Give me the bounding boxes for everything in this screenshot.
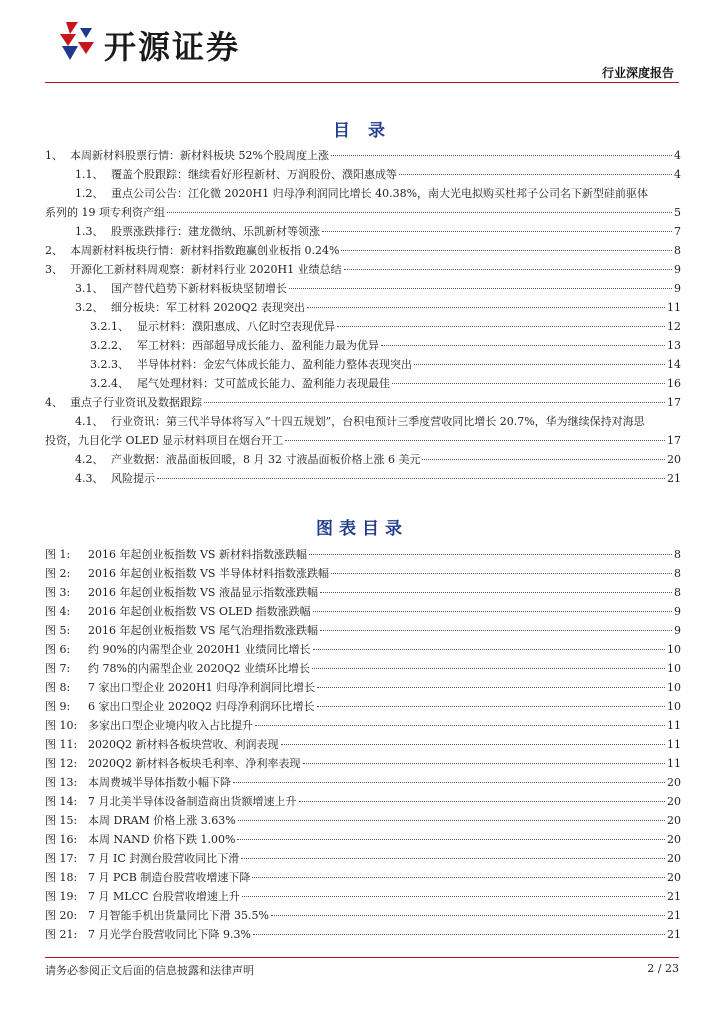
toc-entry[interactable] bbox=[45, 165, 681, 184]
toc-entry[interactable] bbox=[45, 336, 681, 355]
figure-entry[interactable] bbox=[45, 773, 681, 792]
toc-page-number: 21 bbox=[667, 472, 681, 485]
figure-page-number: 10 bbox=[667, 643, 681, 656]
dot-leader bbox=[313, 611, 672, 612]
toc-entry-text: 军工材料：西部超导成长能力、盈利能力最为优异 bbox=[137, 339, 379, 352]
footer-divider bbox=[45, 957, 679, 958]
toc-entry-text: 尾气处理材料：艾可蓝成长能力、盈利能力表现最佳 bbox=[137, 377, 390, 390]
toc-entry[interactable] bbox=[45, 412, 681, 431]
figure-page-number: 20 bbox=[667, 833, 681, 846]
figure-page-number: 20 bbox=[667, 871, 681, 884]
toc-entry-number: 4.2、 bbox=[75, 453, 104, 466]
toc-entry-text: 本周新材料板块行情：新材料指数跑赢创业板指 0.24% bbox=[70, 244, 340, 257]
dot-leader bbox=[344, 269, 672, 270]
figure-label: 图 12: bbox=[45, 757, 78, 770]
toc-entry[interactable] bbox=[45, 241, 681, 260]
toc-page-number: 7 bbox=[674, 225, 681, 238]
dot-leader bbox=[392, 383, 665, 384]
figure-caption: 本周 DRAM 价格上涨 3.63% bbox=[88, 814, 236, 827]
toc-entry[interactable] bbox=[45, 298, 681, 317]
toc-entry-number: 3.2、 bbox=[75, 301, 104, 314]
figure-caption: 7 月 PCB 制造台股营收增速下降 bbox=[88, 871, 251, 884]
figure-caption: 2020Q2 新材料各板块毛利率、净利率表现 bbox=[88, 757, 301, 770]
toc-entry-text: 重点子行业资讯及数据跟踪 bbox=[70, 396, 202, 409]
figure-page-number: 20 bbox=[667, 814, 681, 827]
dot-leader bbox=[422, 459, 665, 460]
toc-title: 目 录 bbox=[333, 121, 391, 141]
figure-caption: 约 78%的内需型企业 2020Q2 业绩环比增长 bbox=[88, 662, 310, 675]
figure-entry[interactable] bbox=[45, 659, 681, 678]
toc-page-number: 9 bbox=[674, 282, 681, 295]
toc-entry-number: 3.1、 bbox=[75, 282, 104, 295]
figure-entry[interactable] bbox=[45, 792, 681, 811]
figure-page-number: 21 bbox=[667, 928, 681, 941]
toc-page-number: 11 bbox=[667, 301, 681, 314]
figure-page-number: 21 bbox=[667, 890, 681, 903]
toc-entry-text-continued: 投资，九目化学 OLED 显示材料项目在烟台开工 bbox=[45, 434, 284, 447]
toc-page-number: 20 bbox=[667, 453, 681, 466]
figure-label: 图 16: bbox=[45, 833, 78, 846]
toc-entry[interactable] bbox=[45, 374, 681, 393]
dot-leader bbox=[399, 174, 672, 175]
dot-leader bbox=[253, 934, 665, 935]
page-header bbox=[0, 0, 724, 84]
figure-caption: 7 月北美半导体设备制造商出货额增速上升 bbox=[88, 795, 297, 808]
dot-leader bbox=[233, 782, 665, 783]
toc-entry-text: 股票涨跌排行：建龙微纳、乐凯新材等领涨 bbox=[111, 225, 320, 238]
figure-page-number: 10 bbox=[667, 700, 681, 713]
toc-page-number: 5 bbox=[674, 206, 681, 219]
figure-entry[interactable] bbox=[45, 925, 681, 944]
figure-page-number: 20 bbox=[667, 795, 681, 808]
figure-label: 图 15: bbox=[45, 814, 78, 827]
figure-label: 图 9: bbox=[45, 700, 71, 713]
figure-page-number: 21 bbox=[667, 909, 681, 922]
dot-leader bbox=[414, 364, 665, 365]
figure-entry[interactable] bbox=[45, 887, 681, 906]
figure-entry[interactable] bbox=[45, 621, 681, 640]
figure-caption: 约 90%的内需型企业 2020H1 业绩同比增长 bbox=[88, 643, 311, 656]
toc-page-number: 12 bbox=[667, 320, 681, 333]
dot-leader bbox=[337, 326, 665, 327]
dot-leader bbox=[299, 801, 666, 802]
toc-entry-number: 2、 bbox=[45, 244, 63, 257]
figures-toc-title: 图表目录 bbox=[316, 519, 408, 539]
dot-leader bbox=[322, 231, 672, 232]
page-number: 2 / 23 bbox=[647, 962, 679, 975]
toc-entry[interactable] bbox=[45, 279, 681, 298]
figure-caption: 7 月智能手机出货量同比下滑 35.5% bbox=[88, 909, 269, 922]
toc-entry-text: 行业资讯：第三代半导体将写入“十四五规划”，台积电预计三季度营收同比增长 20.7%，华为继续保持对海思 bbox=[111, 415, 645, 428]
toc-entry-continuation[interactable] bbox=[45, 431, 681, 450]
figure-label: 图 8: bbox=[45, 681, 71, 694]
toc-entry-continuation[interactable] bbox=[45, 203, 681, 222]
dot-leader bbox=[252, 877, 665, 878]
toc-entry-number: 4.3、 bbox=[75, 472, 104, 485]
dot-leader bbox=[312, 668, 665, 669]
figure-page-number: 10 bbox=[667, 681, 681, 694]
dot-leader bbox=[341, 250, 672, 251]
dot-leader bbox=[281, 744, 665, 745]
figure-page-number: 8 bbox=[674, 548, 681, 561]
toc-page-number: 4 bbox=[674, 149, 681, 162]
dot-leader bbox=[331, 155, 672, 156]
dot-leader bbox=[317, 687, 665, 688]
figure-label: 图 5: bbox=[45, 624, 71, 637]
figure-entry[interactable] bbox=[45, 697, 681, 716]
dot-leader bbox=[241, 858, 665, 859]
dot-leader bbox=[307, 307, 665, 308]
dot-leader bbox=[271, 915, 665, 916]
toc-entry-text: 风险提示 bbox=[111, 472, 155, 485]
toc-entry[interactable] bbox=[45, 317, 681, 336]
footer-disclaimer: 请务必参阅正文后面的信息披露和法律声明 bbox=[45, 964, 254, 977]
figure-label: 图 10: bbox=[45, 719, 78, 732]
figure-label: 图 14: bbox=[45, 795, 78, 808]
figure-label: 图 21: bbox=[45, 928, 78, 941]
brand-name: 开源证券 bbox=[104, 28, 241, 66]
dot-leader bbox=[289, 288, 672, 289]
toc-entry-text: 产业数据：液晶面板回暖，8 月 32 寸液晶面板价格上涨 6 美元 bbox=[111, 453, 421, 466]
toc-entry[interactable] bbox=[45, 260, 681, 279]
figure-entry[interactable] bbox=[45, 811, 681, 830]
figure-entry[interactable] bbox=[45, 868, 681, 887]
figure-label: 图 18: bbox=[45, 871, 78, 884]
figure-entry[interactable] bbox=[45, 678, 681, 697]
toc-entry-text: 半导体材料：金宏气体成长能力、盈利能力整体表现突出 bbox=[137, 358, 412, 371]
dot-leader bbox=[303, 763, 665, 764]
figure-caption: 2020Q2 新材料各板块营收、利润表现 bbox=[88, 738, 279, 751]
toc-entry-number: 1.1、 bbox=[75, 168, 104, 181]
figure-caption: 2016 年起创业板指数 VS 尾气治理指数涨跌幅 bbox=[88, 624, 318, 637]
report-type-label: 行业深度报告 bbox=[601, 66, 674, 80]
figure-label: 图 6: bbox=[45, 643, 71, 656]
figure-page-number: 8 bbox=[674, 586, 681, 599]
figure-page-number: 10 bbox=[667, 662, 681, 675]
toc-entry[interactable] bbox=[45, 184, 681, 203]
figure-page-number: 9 bbox=[674, 624, 681, 637]
toc-page-number: 17 bbox=[667, 434, 681, 447]
toc-page-number: 14 bbox=[667, 358, 681, 371]
toc-entry[interactable] bbox=[45, 355, 681, 374]
toc-entry-number: 1.2、 bbox=[75, 187, 104, 200]
figure-entry[interactable] bbox=[45, 545, 681, 564]
figure-page-number: 9 bbox=[674, 605, 681, 618]
figure-page-number: 11 bbox=[667, 757, 681, 770]
figure-entry[interactable] bbox=[45, 735, 681, 754]
figure-entry[interactable] bbox=[45, 830, 681, 849]
figure-page-number: 20 bbox=[667, 776, 681, 789]
figure-caption: 多家出口型企业境内收入占比提升 bbox=[88, 719, 253, 732]
figure-page-number: 8 bbox=[674, 567, 681, 580]
figure-list bbox=[45, 545, 681, 944]
figure-caption: 7 家出口型企业 2020H1 归母净利润同比增长 bbox=[88, 681, 316, 694]
figure-entry[interactable] bbox=[45, 849, 681, 868]
toc-entry-text: 国产替代趋势下新材料板块坚韧增长 bbox=[111, 282, 287, 295]
toc-entry-number: 4.1、 bbox=[75, 415, 104, 428]
figure-caption: 7 月 IC 封测台股营收同比下滑 bbox=[88, 852, 240, 865]
figure-page-number: 11 bbox=[667, 719, 681, 732]
header-divider bbox=[45, 82, 679, 83]
figure-label: 图 3: bbox=[45, 586, 71, 599]
toc-entry-text-continued: 系列的 19 项专利资产组 bbox=[45, 206, 165, 219]
figure-label: 图 2: bbox=[45, 567, 71, 580]
toc-page-number: 9 bbox=[674, 263, 681, 276]
figure-page-number: 20 bbox=[667, 852, 681, 865]
figure-label: 图 13: bbox=[45, 776, 78, 789]
dot-leader bbox=[238, 820, 665, 821]
figure-entry[interactable] bbox=[45, 564, 681, 583]
figure-label: 图 20: bbox=[45, 909, 78, 922]
figure-caption: 7 月 MLCC 台股营收增速上升 bbox=[88, 890, 240, 903]
company-logo bbox=[56, 18, 276, 68]
figure-caption: 本周费城半导体指数小幅下降 bbox=[88, 776, 231, 789]
logo-mark-icon bbox=[56, 18, 100, 64]
figure-entry[interactable] bbox=[45, 602, 681, 621]
toc-entry-number: 3、 bbox=[45, 263, 63, 276]
toc-entry[interactable] bbox=[45, 222, 681, 241]
figure-page-number: 11 bbox=[667, 738, 681, 751]
toc-page-number: 16 bbox=[667, 377, 681, 390]
toc-entry[interactable] bbox=[45, 450, 681, 469]
figure-label: 图 1: bbox=[45, 548, 71, 561]
dot-leader bbox=[204, 402, 665, 403]
figure-label: 图 11: bbox=[45, 738, 78, 751]
figure-entry[interactable] bbox=[45, 716, 681, 735]
figure-entry[interactable] bbox=[45, 906, 681, 925]
toc-entry[interactable] bbox=[45, 146, 681, 165]
figure-label: 图 4: bbox=[45, 605, 71, 618]
dot-leader bbox=[285, 440, 665, 441]
toc-entry-number: 3.2.4、 bbox=[90, 377, 129, 390]
toc-entry-number: 3.2.1、 bbox=[90, 320, 129, 333]
dot-leader bbox=[317, 706, 666, 707]
dot-leader bbox=[242, 896, 665, 897]
toc-entry-number: 3.2.2、 bbox=[90, 339, 129, 352]
dot-leader bbox=[309, 554, 672, 555]
figure-caption: 2016 年起创业板指数 VS OLED 指数涨跌幅 bbox=[88, 605, 311, 618]
figure-entry[interactable] bbox=[45, 640, 681, 659]
figure-caption: 2016 年起创业板指数 VS 新材料指数涨跌幅 bbox=[88, 548, 307, 561]
dot-leader bbox=[237, 839, 665, 840]
toc-entry-number: 1、 bbox=[45, 149, 63, 162]
dot-leader bbox=[331, 573, 672, 574]
toc-entry-number: 3.2.3、 bbox=[90, 358, 129, 371]
figure-caption: 6 家出口型企业 2020Q2 归母净利润环比增长 bbox=[88, 700, 315, 713]
toc-entry-text: 重点公司公告：江化微 2020H1 归母净利润同比增长 40.38%，南大光电拟购买杜邦子公司名下新型硅前驱体 bbox=[111, 187, 649, 200]
figure-label: 图 19: bbox=[45, 890, 78, 903]
dot-leader bbox=[167, 212, 672, 213]
toc-entry-number: 4、 bbox=[45, 396, 63, 409]
toc-page-number: 8 bbox=[674, 244, 681, 257]
toc-entry-text: 开源化工新材料周观察：新材料行业 2020H1 业绩总结 bbox=[70, 263, 342, 276]
figure-entry[interactable] bbox=[45, 583, 681, 602]
figure-caption: 2016 年起创业板指数 VS 液晶显示指数涨跌幅 bbox=[88, 586, 318, 599]
dot-leader bbox=[381, 345, 665, 346]
toc-entry-number: 1.3、 bbox=[75, 225, 104, 238]
toc-page-number: 4 bbox=[674, 168, 681, 181]
figure-label: 图 17: bbox=[45, 852, 78, 865]
figure-caption: 7 月光学台股营收同比下降 9.3% bbox=[88, 928, 251, 941]
toc-entry-text: 显示材料：濮阳惠成、八亿时空表现优异 bbox=[137, 320, 335, 333]
toc-entry-text: 覆盖个股跟踪：继续看好形程新材、万润股份、濮阳惠成等 bbox=[111, 168, 397, 181]
dot-leader bbox=[255, 725, 665, 726]
figure-caption: 2016 年起创业板指数 VS 半导体材料指数涨跌幅 bbox=[88, 567, 329, 580]
toc-entry-text: 细分板块：军工材料 2020Q2 表现突出 bbox=[111, 301, 306, 314]
figure-label: 图 7: bbox=[45, 662, 71, 675]
toc-entry[interactable] bbox=[45, 469, 681, 488]
toc-entry[interactable] bbox=[45, 393, 681, 412]
toc-page-number: 17 bbox=[667, 396, 681, 409]
toc-page-number: 13 bbox=[667, 339, 681, 352]
figure-caption: 本周 NAND 价格下跌 1.00% bbox=[88, 833, 236, 846]
dot-leader bbox=[157, 478, 665, 479]
dot-leader bbox=[320, 592, 672, 593]
dot-leader bbox=[320, 630, 672, 631]
dot-leader bbox=[313, 649, 665, 650]
table-of-contents bbox=[45, 146, 681, 488]
toc-entry-text: 本周新材料股票行情：新材料板块 52%个股周度上涨 bbox=[70, 149, 329, 162]
figure-entry[interactable] bbox=[45, 754, 681, 773]
